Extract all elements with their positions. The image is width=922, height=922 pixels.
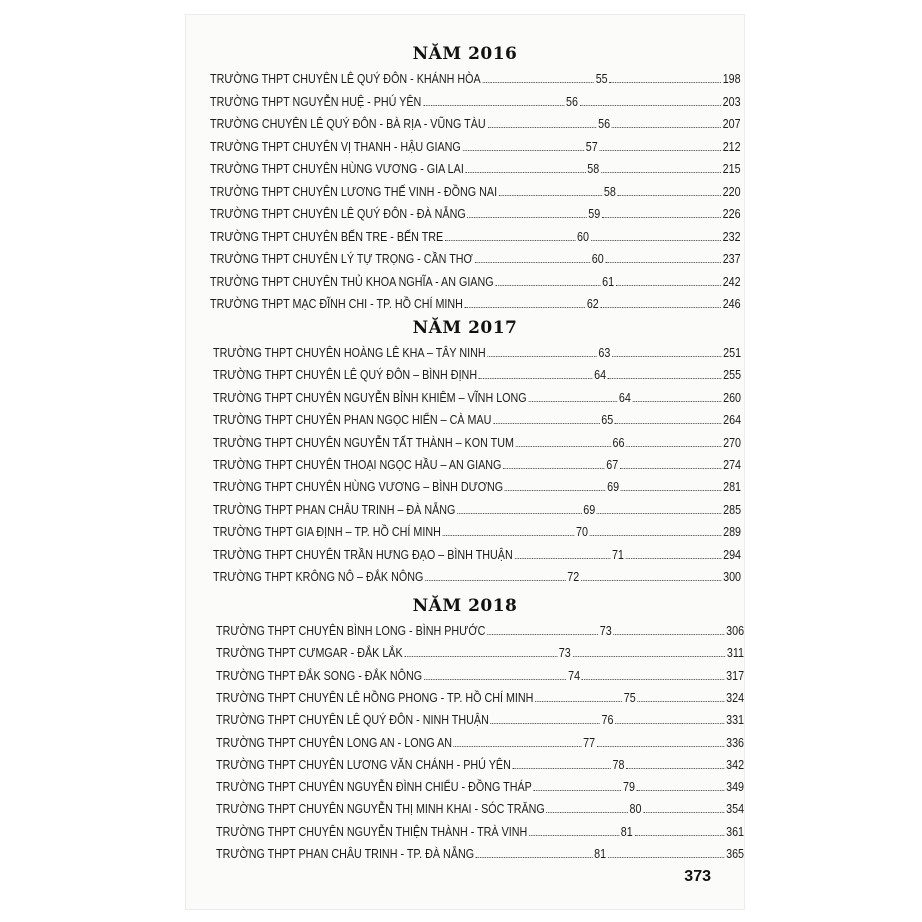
solution-page: 264 <box>723 413 742 428</box>
entry-title: TRƯỜNG THPT CHUYÊN HÙNG VƯƠNG – BÌNH DƯƠNG <box>213 480 504 495</box>
entry-title: TRƯỜNG THPT CHUYÊN LÊ QUÝ ĐÔN - NINH THUẬN <box>216 713 489 728</box>
dot-leader <box>615 423 721 424</box>
dot-leader <box>462 150 584 151</box>
toc-entry <box>210 89 741 109</box>
solution-page: 285 <box>723 502 742 517</box>
problem-page: 79 <box>622 780 635 795</box>
toc-entry <box>213 362 741 382</box>
dot-leader <box>591 240 721 241</box>
dot-leader <box>457 513 581 514</box>
dot-leader <box>621 490 722 491</box>
toc-entry <box>213 452 741 472</box>
problem-page: 63 <box>598 346 611 360</box>
dot-leader <box>465 307 585 308</box>
dot-leader <box>608 378 722 379</box>
entry-title: TRƯỜNG THPT CHUYÊN BÌNH LONG - BÌNH PHƯỚC <box>216 624 486 638</box>
toc-entry <box>210 269 741 289</box>
entry-title: TRƯỜNG THPT CHUYÊN THOẠI NGỌC HẦU – AN GIANG <box>213 458 502 472</box>
dot-leader <box>580 105 721 106</box>
dot-leader <box>443 535 575 536</box>
dot-leader <box>582 679 725 680</box>
solution-page: 300 <box>723 570 742 584</box>
toc-entry <box>213 430 741 450</box>
toc-entry <box>213 542 741 562</box>
entry-title: TRƯỜNG THPT MẠC ĐĨNH CHI - TP. HỒ CHÍ MINH <box>210 297 463 311</box>
problem-page: 57 <box>585 139 598 154</box>
solution-page: 354 <box>726 802 745 817</box>
problem-page: 72 <box>567 570 580 584</box>
dot-leader <box>503 468 604 469</box>
toc-entry <box>210 111 741 131</box>
toc-entry <box>216 752 744 772</box>
problem-page: 81 <box>594 847 607 861</box>
dot-leader <box>547 812 628 813</box>
toc-entry <box>213 385 741 405</box>
entry-title: TRƯỜNG THPT ĐẮK SONG - ĐẮK NÔNG <box>216 668 423 683</box>
entry-title: TRƯỜNG THPT CHUYÊN HÙNG VƯƠNG - GIA LAI <box>210 162 464 176</box>
toc-entry <box>210 246 741 266</box>
solution-page: 212 <box>722 139 741 154</box>
solution-page: 242 <box>722 274 741 289</box>
dot-leader <box>590 535 722 536</box>
toc-entry <box>213 407 741 427</box>
problem-page: 76 <box>601 713 614 728</box>
problem-page: 59 <box>588 207 601 221</box>
dot-leader <box>425 580 565 581</box>
dot-leader <box>633 401 722 402</box>
entry-title: TRƯỜNG CHUYÊN LÊ QUÝ ĐÔN - BÀ RỊA - VŨNG TÀU <box>210 117 486 131</box>
dot-leader <box>626 446 721 447</box>
book-page <box>185 14 745 910</box>
dot-leader <box>466 172 586 173</box>
solution-page: 215 <box>722 162 741 176</box>
toc-entry <box>210 179 741 199</box>
problem-page: 77 <box>583 735 596 750</box>
toc-entry <box>213 564 741 584</box>
dot-leader <box>615 723 724 724</box>
dot-leader <box>597 746 725 747</box>
dot-leader <box>424 679 567 680</box>
problem-page: 67 <box>606 458 619 472</box>
toc-entry <box>216 685 744 705</box>
entry-title: TRƯỜNG THPT CHUYÊN LƯƠNG THẾ VINH - ĐỒNG NAI <box>210 184 498 199</box>
toc-entry <box>210 134 741 154</box>
entry-title: TRƯỜNG THPT CHUYÊN NGUYỄN THỊ MINH KHAI - SÓC TRĂNG <box>216 802 545 817</box>
dot-leader <box>572 656 725 657</box>
dot-leader <box>602 217 721 218</box>
year-heading: NĂM 2018 <box>412 596 518 616</box>
solution-page: 203 <box>722 94 741 109</box>
toc-entry <box>213 497 741 517</box>
problem-page: 69 <box>583 502 596 517</box>
dot-leader <box>618 195 721 196</box>
dot-leader <box>643 812 724 813</box>
problem-page: 74 <box>568 668 581 683</box>
entry-title: TRƯỜNG THPT CHUYÊN LONG AN - LONG AN <box>216 735 453 750</box>
problem-page: 55 <box>595 72 608 86</box>
solution-page: 361 <box>726 824 745 839</box>
dot-leader <box>581 580 721 581</box>
entry-title: TRƯỜNG THPT CHUYÊN NGUYỄN THIỆN THÀNH - TRÀ VINH <box>216 824 528 839</box>
dot-leader <box>516 446 611 447</box>
entry-title: TRƯỜNG THPT PHAN CHÂU TRINH – ĐÀ NẴNG <box>213 502 456 517</box>
dot-leader <box>423 105 564 106</box>
toc-entry <box>216 640 744 660</box>
year-heading: NĂM 2016 <box>412 44 518 64</box>
toc-entry <box>216 774 744 794</box>
dot-leader <box>487 634 598 635</box>
solution-page: 226 <box>722 207 741 221</box>
solution-page: 220 <box>722 184 741 199</box>
toc-entry <box>216 841 744 861</box>
dot-leader <box>487 356 596 357</box>
problem-page: 60 <box>591 252 604 266</box>
entry-title: TRƯỜNG THPT CHUYÊN LÊ QUÝ ĐÔN - KHÁNH HÒA <box>210 72 481 86</box>
entry-title: TRƯỜNG THPT CƯMGAR - ĐẮK LẮK <box>216 646 403 661</box>
dot-leader <box>491 723 600 724</box>
dot-leader <box>612 356 721 357</box>
problem-page: 65 <box>601 413 614 428</box>
toc-entry <box>210 156 741 176</box>
solution-page: 324 <box>726 690 745 705</box>
dot-leader <box>479 378 593 379</box>
problem-page: 70 <box>576 525 588 540</box>
entry-title: TRƯỜNG THPT CHUYÊN TRẦN HƯNG ĐẠO – BÌNH THUẬN <box>213 547 513 562</box>
problem-page: 58 <box>587 162 600 176</box>
dot-leader <box>616 285 721 286</box>
dot-leader <box>454 746 582 747</box>
entry-title: TRƯỜNG THPT CHUYÊN NGUYỄN TẤT THÀNH – KON TUM <box>213 435 514 450</box>
problem-page: 69 <box>607 480 620 495</box>
dot-leader <box>529 835 619 836</box>
dot-leader <box>609 82 721 83</box>
dot-leader <box>626 558 722 559</box>
solution-page: 237 <box>722 252 741 266</box>
dot-leader <box>475 262 591 263</box>
dot-leader <box>601 307 721 308</box>
solution-page: 232 <box>722 229 741 244</box>
dot-leader <box>467 217 586 218</box>
dot-leader <box>404 656 557 657</box>
problem-page: 73 <box>558 646 571 661</box>
entry-title: TRƯỜNG THPT CHUYÊN THỦ KHOA NGHĨA - AN GIANG <box>210 274 494 289</box>
toc-entry <box>216 796 744 816</box>
solution-page: 274 <box>723 458 742 472</box>
problem-page: 56 <box>566 94 578 109</box>
problem-page: 66 <box>612 435 625 450</box>
dot-leader <box>599 150 721 151</box>
problem-page: 56 <box>598 117 611 131</box>
problem-page: 64 <box>594 368 607 383</box>
dot-leader <box>528 401 617 402</box>
problem-page: 73 <box>599 624 612 638</box>
dot-leader <box>612 127 721 128</box>
toc-entry <box>216 819 744 839</box>
dot-leader <box>493 423 599 424</box>
dot-leader <box>634 835 724 836</box>
dot-leader <box>597 513 721 514</box>
entry-title: TRƯỜNG THPT NGUYỄN HUỆ - PHÚ YÊN <box>210 94 422 109</box>
problem-page: 75 <box>623 690 636 705</box>
problem-page: 81 <box>620 824 633 839</box>
dot-leader <box>601 172 721 173</box>
dot-leader <box>613 634 724 635</box>
solution-page: 365 <box>726 847 745 861</box>
dot-leader <box>513 768 611 769</box>
dot-leader <box>445 240 575 241</box>
toc-entry <box>216 663 744 683</box>
entry-title: TRƯỜNG THPT CHUYÊN VỊ THANH - HẬU GIANG <box>210 139 461 154</box>
entry-title: TRƯỜNG THPT KRÔNG NÔ – ĐẮK NÔNG <box>213 570 424 584</box>
solution-page: 270 <box>723 435 742 450</box>
entry-title: TRƯỜNG THPT CHUYÊN HOÀNG LÊ KHA – TÂY NINH <box>213 346 486 360</box>
dot-leader <box>499 195 602 196</box>
toc-entry <box>210 291 741 311</box>
problem-page: 62 <box>586 297 599 311</box>
dot-leader <box>605 262 721 263</box>
solution-page: 255 <box>723 368 742 383</box>
toc-entry <box>216 730 744 750</box>
dot-leader <box>487 127 596 128</box>
solution-page: 331 <box>726 713 745 728</box>
solution-page: 207 <box>722 117 741 131</box>
problem-page: 64 <box>618 390 631 405</box>
toc-entry <box>210 224 741 244</box>
solution-page: 281 <box>723 480 742 495</box>
entry-title: TRƯỜNG THPT CHUYÊN PHAN NGỌC HIỂN – CÀ MAU <box>213 413 492 428</box>
dot-leader <box>535 701 622 702</box>
entry-title: TRƯỜNG THPT CHUYÊN LÝ TỰ TRỌNG - CẦN THƠ <box>210 252 473 266</box>
solution-page: 260 <box>723 390 742 405</box>
solution-page: 294 <box>723 547 742 562</box>
toc-entry <box>216 618 744 638</box>
entry-title: TRƯỜNG THPT PHAN CHÂU TRINH - TP. ĐÀ NẴNG <box>216 847 475 861</box>
problem-page: 80 <box>629 802 642 817</box>
dot-leader <box>482 82 594 83</box>
solution-page: 342 <box>726 757 745 772</box>
solution-page: 306 <box>726 624 745 638</box>
problem-page: 61 <box>602 274 615 289</box>
entry-title: TRƯỜNG THPT CHUYÊN LƯƠNG VĂN CHÁNH - PHÚ YÊN <box>216 757 511 772</box>
dot-leader <box>534 790 622 791</box>
entry-title: TRƯỜNG THPT CHUYÊN NGUYỄN ĐÌNH CHIỂU - ĐỒNG THÁP <box>216 780 532 795</box>
entry-title: TRƯỜNG THPT CHUYÊN LÊ QUÝ ĐÔN – BÌNH ĐỊNH <box>213 368 478 383</box>
solution-page: 317 <box>726 668 745 683</box>
page-number: 373 <box>684 868 711 885</box>
problem-page: 78 <box>612 757 625 772</box>
dot-leader <box>495 285 600 286</box>
problem-page: 60 <box>576 229 589 244</box>
dot-leader <box>626 768 724 769</box>
dot-leader <box>514 558 610 559</box>
toc-entry <box>213 340 741 360</box>
entry-title: TRƯỜNG THPT CHUYÊN LÊ QUÝ ĐÔN - ĐÀ NẴNG <box>210 207 466 221</box>
dot-leader <box>476 857 593 858</box>
year-heading: NĂM 2017 <box>412 318 518 338</box>
entry-title: TRƯỜNG THPT GIA ĐỊNH – TP. HỒ CHÍ MINH <box>213 525 441 540</box>
dot-leader <box>620 468 721 469</box>
solution-page: 349 <box>726 780 745 795</box>
solution-page: 251 <box>723 346 742 360</box>
solution-page: 198 <box>722 72 741 86</box>
toc-entry <box>216 707 744 727</box>
solution-page: 336 <box>726 735 745 750</box>
toc-entry <box>213 474 741 494</box>
dot-leader <box>608 857 725 858</box>
entry-title: TRƯỜNG THPT CHUYÊN BẾN TRE - BẾN TRE <box>210 229 444 244</box>
dot-leader <box>637 790 725 791</box>
entry-title: TRƯỜNG THPT CHUYÊN LÊ HỒNG PHONG - TP. HỒ CHÍ MINH <box>216 690 534 705</box>
solution-page: 311 <box>726 646 745 661</box>
solution-page: 246 <box>722 297 741 311</box>
toc-entry <box>210 201 741 221</box>
dot-leader <box>637 701 724 702</box>
dot-leader <box>505 490 606 491</box>
problem-page: 71 <box>611 547 624 562</box>
toc-entry <box>213 519 741 539</box>
toc-entry <box>210 66 741 86</box>
solution-page: 289 <box>723 525 742 540</box>
problem-page: 58 <box>603 184 616 199</box>
entry-title: TRƯỜNG THPT CHUYÊN NGUYỄN BỈNH KHIÊM – VĨNH LONG <box>213 390 527 405</box>
